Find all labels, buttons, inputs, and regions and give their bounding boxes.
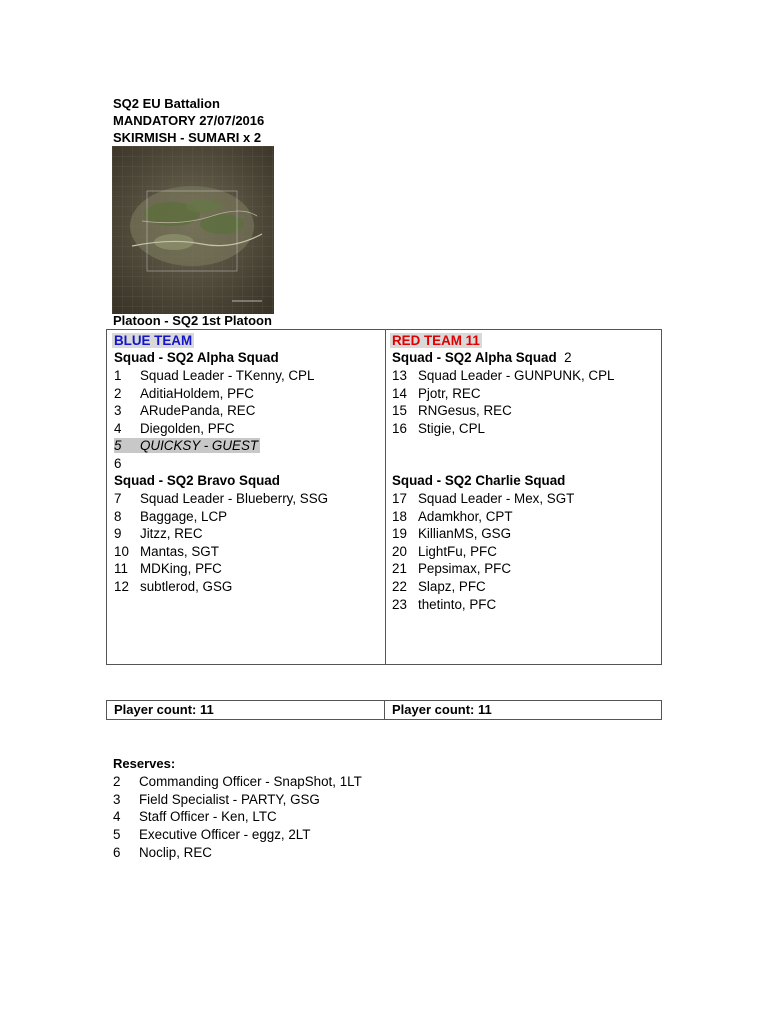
list-item: 13 Squad Leader - GUNPUNK, CPL (392, 368, 615, 383)
platoon-title: Platoon - SQ2 1st Platoon (113, 313, 272, 328)
list-item: 6 Noclip, REC (113, 845, 212, 860)
list-item: 16 Stigie, CPL (392, 421, 485, 436)
blue-team-label: BLUE TEAM (114, 333, 193, 348)
list-item: 3 Field Specialist - PARTY, GSG (113, 792, 320, 807)
red-team-column (385, 330, 661, 664)
list-item: 2 AditiaHoldem, PFC (114, 386, 254, 401)
red-squad-alpha-title: Squad - SQ2 Alpha Squad 2 (392, 350, 572, 365)
list-item: 4 Diegolden, PFC (114, 421, 235, 436)
list-item: 18 Adamkhor, CPT (392, 509, 513, 524)
list-item: 11 MDKing, PFC (114, 561, 222, 576)
battalion-title: SQ2 EU Battalion (113, 96, 220, 111)
list-item: 1 Squad Leader - TKenny, CPL (114, 368, 315, 383)
blue-player-count: Player count: 11 (107, 701, 385, 719)
red-team-label: RED TEAM 11 (392, 333, 480, 348)
list-item: 23 thetinto, PFC (392, 597, 497, 612)
player-count-table (106, 700, 662, 720)
list-item: 21 Pepsimax, PFC (392, 561, 512, 576)
list-item: 5 Executive Officer - eggz, 2LT (113, 827, 311, 842)
list-item: 17 Squad Leader - Mex, SGT (392, 491, 575, 506)
blue-team-column (107, 330, 386, 664)
red-player-count: Player count: 11 (392, 702, 492, 717)
mandatory-date: MANDATORY 27/07/2016 (113, 113, 265, 128)
red-squad-charlie-title: Squad - SQ2 Charlie Squad (392, 473, 566, 488)
blue-squad-alpha-title: Squad - SQ2 Alpha Squad (114, 350, 279, 365)
list-item: 10 Mantas, SGT (114, 544, 219, 559)
list-item: 22 Slapz, PFC (392, 579, 486, 594)
list-item: 7 Squad Leader - Blueberry, SSG (114, 491, 329, 506)
blue-squad-bravo-title: Squad - SQ2 Bravo Squad (114, 473, 280, 488)
list-item: 4 Staff Officer - Ken, LTC (113, 809, 277, 824)
reserves-title: Reserves: (113, 756, 176, 771)
list-item: 20 LightFu, PFC (392, 544, 497, 559)
list-item: 19 KillianMS, GSG (392, 526, 512, 541)
list-item: 8 Baggage, LCP (114, 509, 228, 524)
list-item: 9 Jitzz, REC (114, 526, 203, 541)
list-item: 12 subtlerod, GSG (114, 579, 233, 594)
list-item: 14 Pjotr, REC (392, 386, 481, 401)
skirmish-map-title: SKIRMISH - SUMARI x 2 (113, 130, 262, 145)
teams-table (106, 329, 662, 665)
guest-list-item: 5 QUICKSY - GUEST (114, 438, 259, 453)
list-item: 6 (114, 456, 122, 471)
list-item: 15 RNGesus, REC (392, 403, 512, 418)
list-item: 2 Commanding Officer - SnapShot, 1LT (113, 774, 362, 789)
list-item: 3 ARudePanda, REC (114, 403, 256, 418)
map-image (112, 146, 274, 314)
